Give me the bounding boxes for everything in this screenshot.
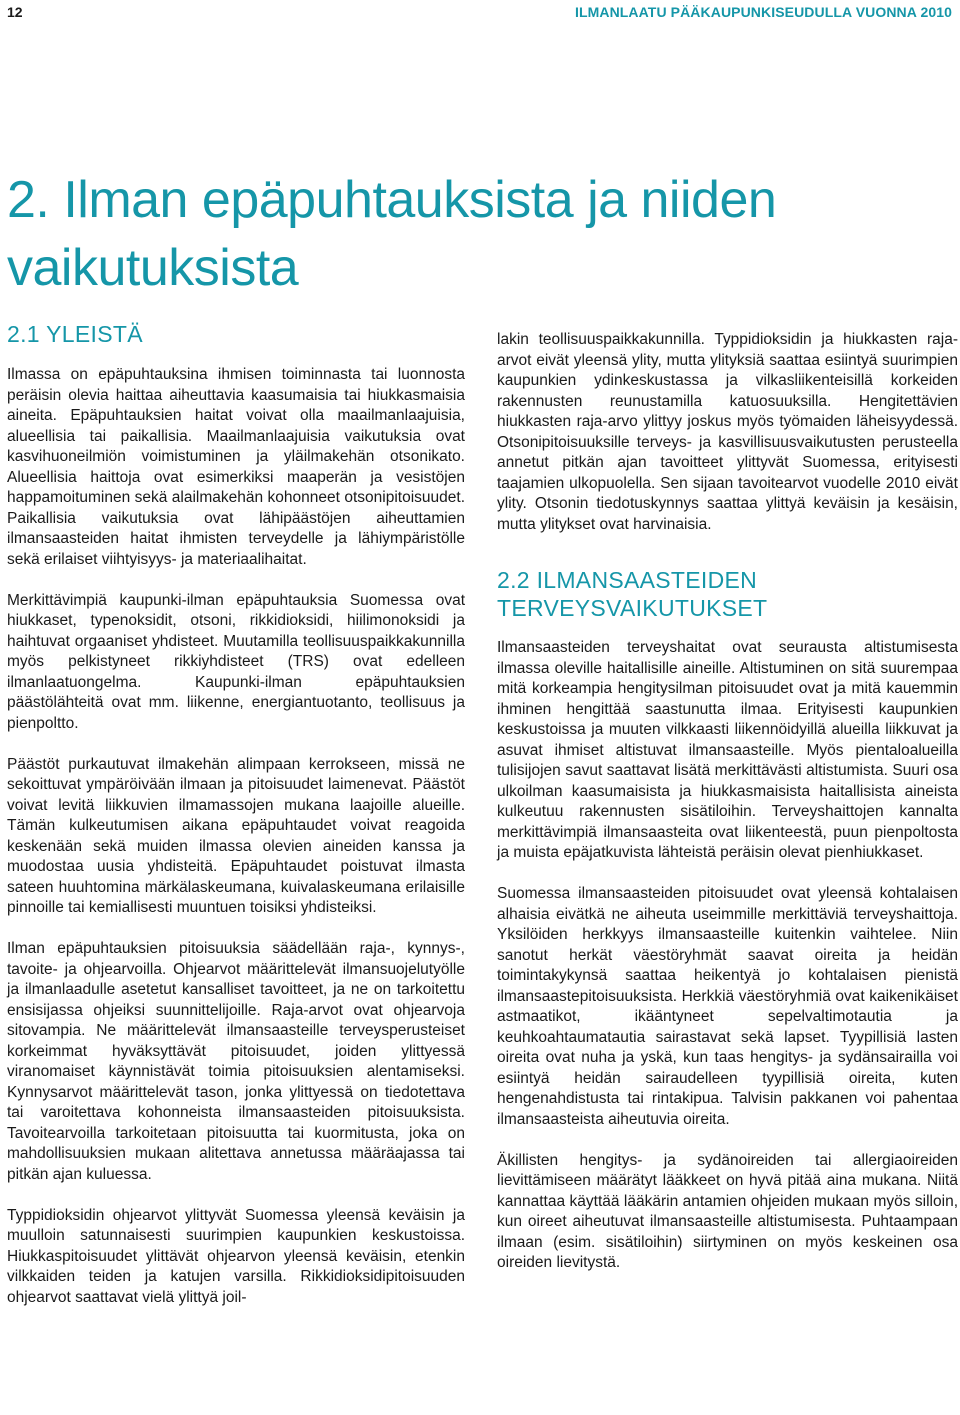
right-column [497, 330, 958, 1294]
paragraph: Suomessa ilmansaasteiden pitoisuudet ovat yleensä kohtalaisen alhaisia eivätkä ne aiheuta useimmille merkittäviä terveyshaittoja. Yksilöiden herkkyys ilmansaasteille kuitenkin vaihtelee. Niin sanotut herkät väestöryhmät saavat oireita ja heidän toimintakykynsä saattaa heikentyä jo kohtalaisen pienistä ilmansaastepitoisuuksista. Herkkiä väestöryhmiä ovat kaikenikäiset astmaatikot, ikääntyneet sepelvaltimotautia ja keuhkoahtaumatautia sairastavat sekä lapset. Tyypillisiä lasten oireita ovat nuha ja yskä, kun taas hengitys- ja sydänsairailla voi esiintyä heidän sairaudelleen tyypillisiä oireita, kuten hengenahdistusta tai rintakipua. Talvisin pakkanen voi pahentaa ilmansaasteista aiheutuvia oireita. [497, 885, 958, 1128]
paragraph-continuation: lakin teollisuuspaikkakunnilla. Typpidioksidin ja hiukkasten raja-arvot eivät yleensä ylity, mutta ylityksiä saattaa esiintyä suurimpien kaupunkien ydinkeskustassa ja vilkasliikenteisillä korkeiden rakennusten reunustamilla katuosuuksilla. Hengitettävien hiukkasten raja-arvo ylittyy joskus myös työmaiden läheisyydessä. Otsonipitoisuuksille terveys- ja kasvillisuusvaikutusten perusteella annetut pitkän ajan tavoitteet ylittyvät Suomessa, erityisesti taajamien ulkopuolella. Sen sijaan tavoitearvot vuodelle 2010 eivät ylity. Otsonin tiedotuskynnys saattaa ylittyä keväisin ja kesäisin, mutta ylitykset ovat harvinaisia. [497, 331, 958, 533]
chapter-title: 2. Ilman epäpuhtauksista ja niiden vaikutuksista [7, 171, 777, 297]
paragraph: Ilmansaasteiden terveyshaitat ovat seurausta altistumisesta ilmassa oleville haitallisille aineille. Altistuminen on sitä suurempaa mitä korkeampia hengitysilman pitoisuudet ovat ja mitä kauemmin ihminen hengittää saastunutta ilmaa. Erityisesti kaupunkien keskustoissa ja muuten vilkkaasti liikennöidyillä alueilla liikkuvat ja asuvat ihmiset altistuvat ilmansaasteille. Myös pientaloalueilla tulisijojen savut saattavat lisätä merkittävästi altistumista. Suuri osa ulkoilman kaasumaisista ja hiukkasmaisista haitallisista aineista kulkeutuu rakennusten sisätiloihin. Terveyshaittojen kannalta merkittävimpiä ilmansaasteita ovat liikenteestä, puun pienpoltosta ja muista epäjatkuvista lähteistä peräisin olevat pienhiukkaset. [497, 639, 958, 861]
paragraph: Merkittävimpiä kaupunki-ilman epäpuhtauksia Suomessa ovat hiukkaset, typenoksidit, otsoni, rikkidioksidi, hiilimonoksidi ja haihtuvat orgaaniset yhdisteet. Muutamilla teollisuuspaikkakunnilla myös pelkistyneet rikkiyhdisteet (TRS) ovat edelleen ilmanlaatuongelma. Kaupunki-ilman epäpuhtauksien päästölähteitä ovat mm. liikenne, energiantuotanto, teollisuus ja pienpoltto. [7, 591, 465, 732]
page-number: 12 [7, 4, 23, 20]
section-heading-yleista: 2.1 YLEISTÄ [7, 321, 143, 347]
left-column [7, 320, 465, 1329]
paragraph: Typpidioksidin ohjearvot ylittyvät Suomessa yleensä keväisin ja muulloin satunnaisesti suurimpien kaupunkien keskustoissa. Hiukkaspitoisuudet ylittävät ohjearvon yleensä keväisin, etenkin vilkkaiden teiden ja katujen varsilla. Rikkidioksidipitoisuuden ohjearvot saattavat vielä ylittyä joil- [7, 1206, 465, 1306]
paragraph: Ilman epäpuhtauksien pitoisuuksia säädellään raja-, kynnys-, tavoite- ja ohjearvoilla. Ohjearvot määrittelevät ilmansuojelutyölle ja ilmanlaadulle asetetut kansalliset tavoitteet, ja ne on tarkoitettu ensisijassa ohjeiksi suunnittelijoille. Raja-arvot ovat ohjearvoja sitovampia. Ne määrittelevät ilmansaasteille terveysperusteiset korkeimmat hyväksyttävät pitoisuudet, joiden ylittyessä viranomaiset käynnistävät toimia pitoisuuksien alentamiseksi. Kynnysarvot määrittelevät tason, jonka ylittyessä on tiedotettava tai varoitettava kohonneista ilmansaasteiden pitoisuuksista. Tavoitearvoilla tarkoitetaan pitoisuutta tai kuormitusta, joka on mahdollisuuksien mukaan alitettava annetussa määräajassa tai pitkän ajan kuluessa. [7, 940, 465, 1183]
paragraph: Päästöt purkautuvat ilmakehän alimpaan kerrokseen, missä ne sekoittuvat ympäröivään ilmaan ja pitoisuudet laimenevat. Päästöt voivat levitä liikkuvien ilmamassojen mukana laajoille alueille. Tämän kulkeutumisen aikana epäpuhtaudet voivat reagoida keskenään sekä muiden ilmassa olevien aineiden kanssa ja muodostaa uusia yhdisteitä. Epäpuhtaudet poistuvat ilmasta sateen huuhtomina märkälaskeumana, kuivalaskeumana erilaisille pinnoille tai kemiallisesti muuntuen toisiksi yhdisteiksi. [7, 755, 465, 916]
running-header: ILMANLAATU PÄÄKAUPUNKISEUDULLA VUONNA 2010 [574, 4, 952, 20]
section-heading-terveysvaikutukset: 2.2 ILMANSAASTEIDEN TERVEYSVAIKUTUKSET [497, 567, 768, 621]
paragraph: Äkillisten hengitys- ja sydänoireiden tai allergiaoireiden lievittämiseen määrätyt lääkkeet on hyvä pitää aina mukana. Niitä kannattaa käyttää lääkärin antamien ohjeiden mukaan myös silloin, kun oireet aiheutuvat ilmansaasteille altistumisesta. Puhtaampaan ilmaan (esim. sisätiloihin) siirtyminen on myös keskeinen osa oireiden lievitystä. [497, 1151, 958, 1271]
paragraph: Ilmassa on epäpuhtauksina ihmisen toiminnasta tai luonnosta peräisin olevia haittaa aiheuttavia kaasumaisia tai hiukkasmaisia aineita. Epäpuhtauksien haitat voivat olla maailmanlaajuisia, alueellisia tai paikallisia. Maailmanlaajuisia vaikutuksia ovat kasvihuoneilmiön voimistuminen ja yläilmakehän otsonikato. Alueellisia haittoja ovat esimerkiksi maaperän ja vesistöjen happamoituminen sekä alailmakehän kohonneet otsonipitoisuudet. Paikallisia vaikutuksia ovat lähipäästöjen aiheuttamien ilmansaasteiden haitat ihmisten terveydelle ja lähiympäristölle sekä erilaiset viihtyisyys- ja materiaalihaitat. [7, 366, 465, 568]
